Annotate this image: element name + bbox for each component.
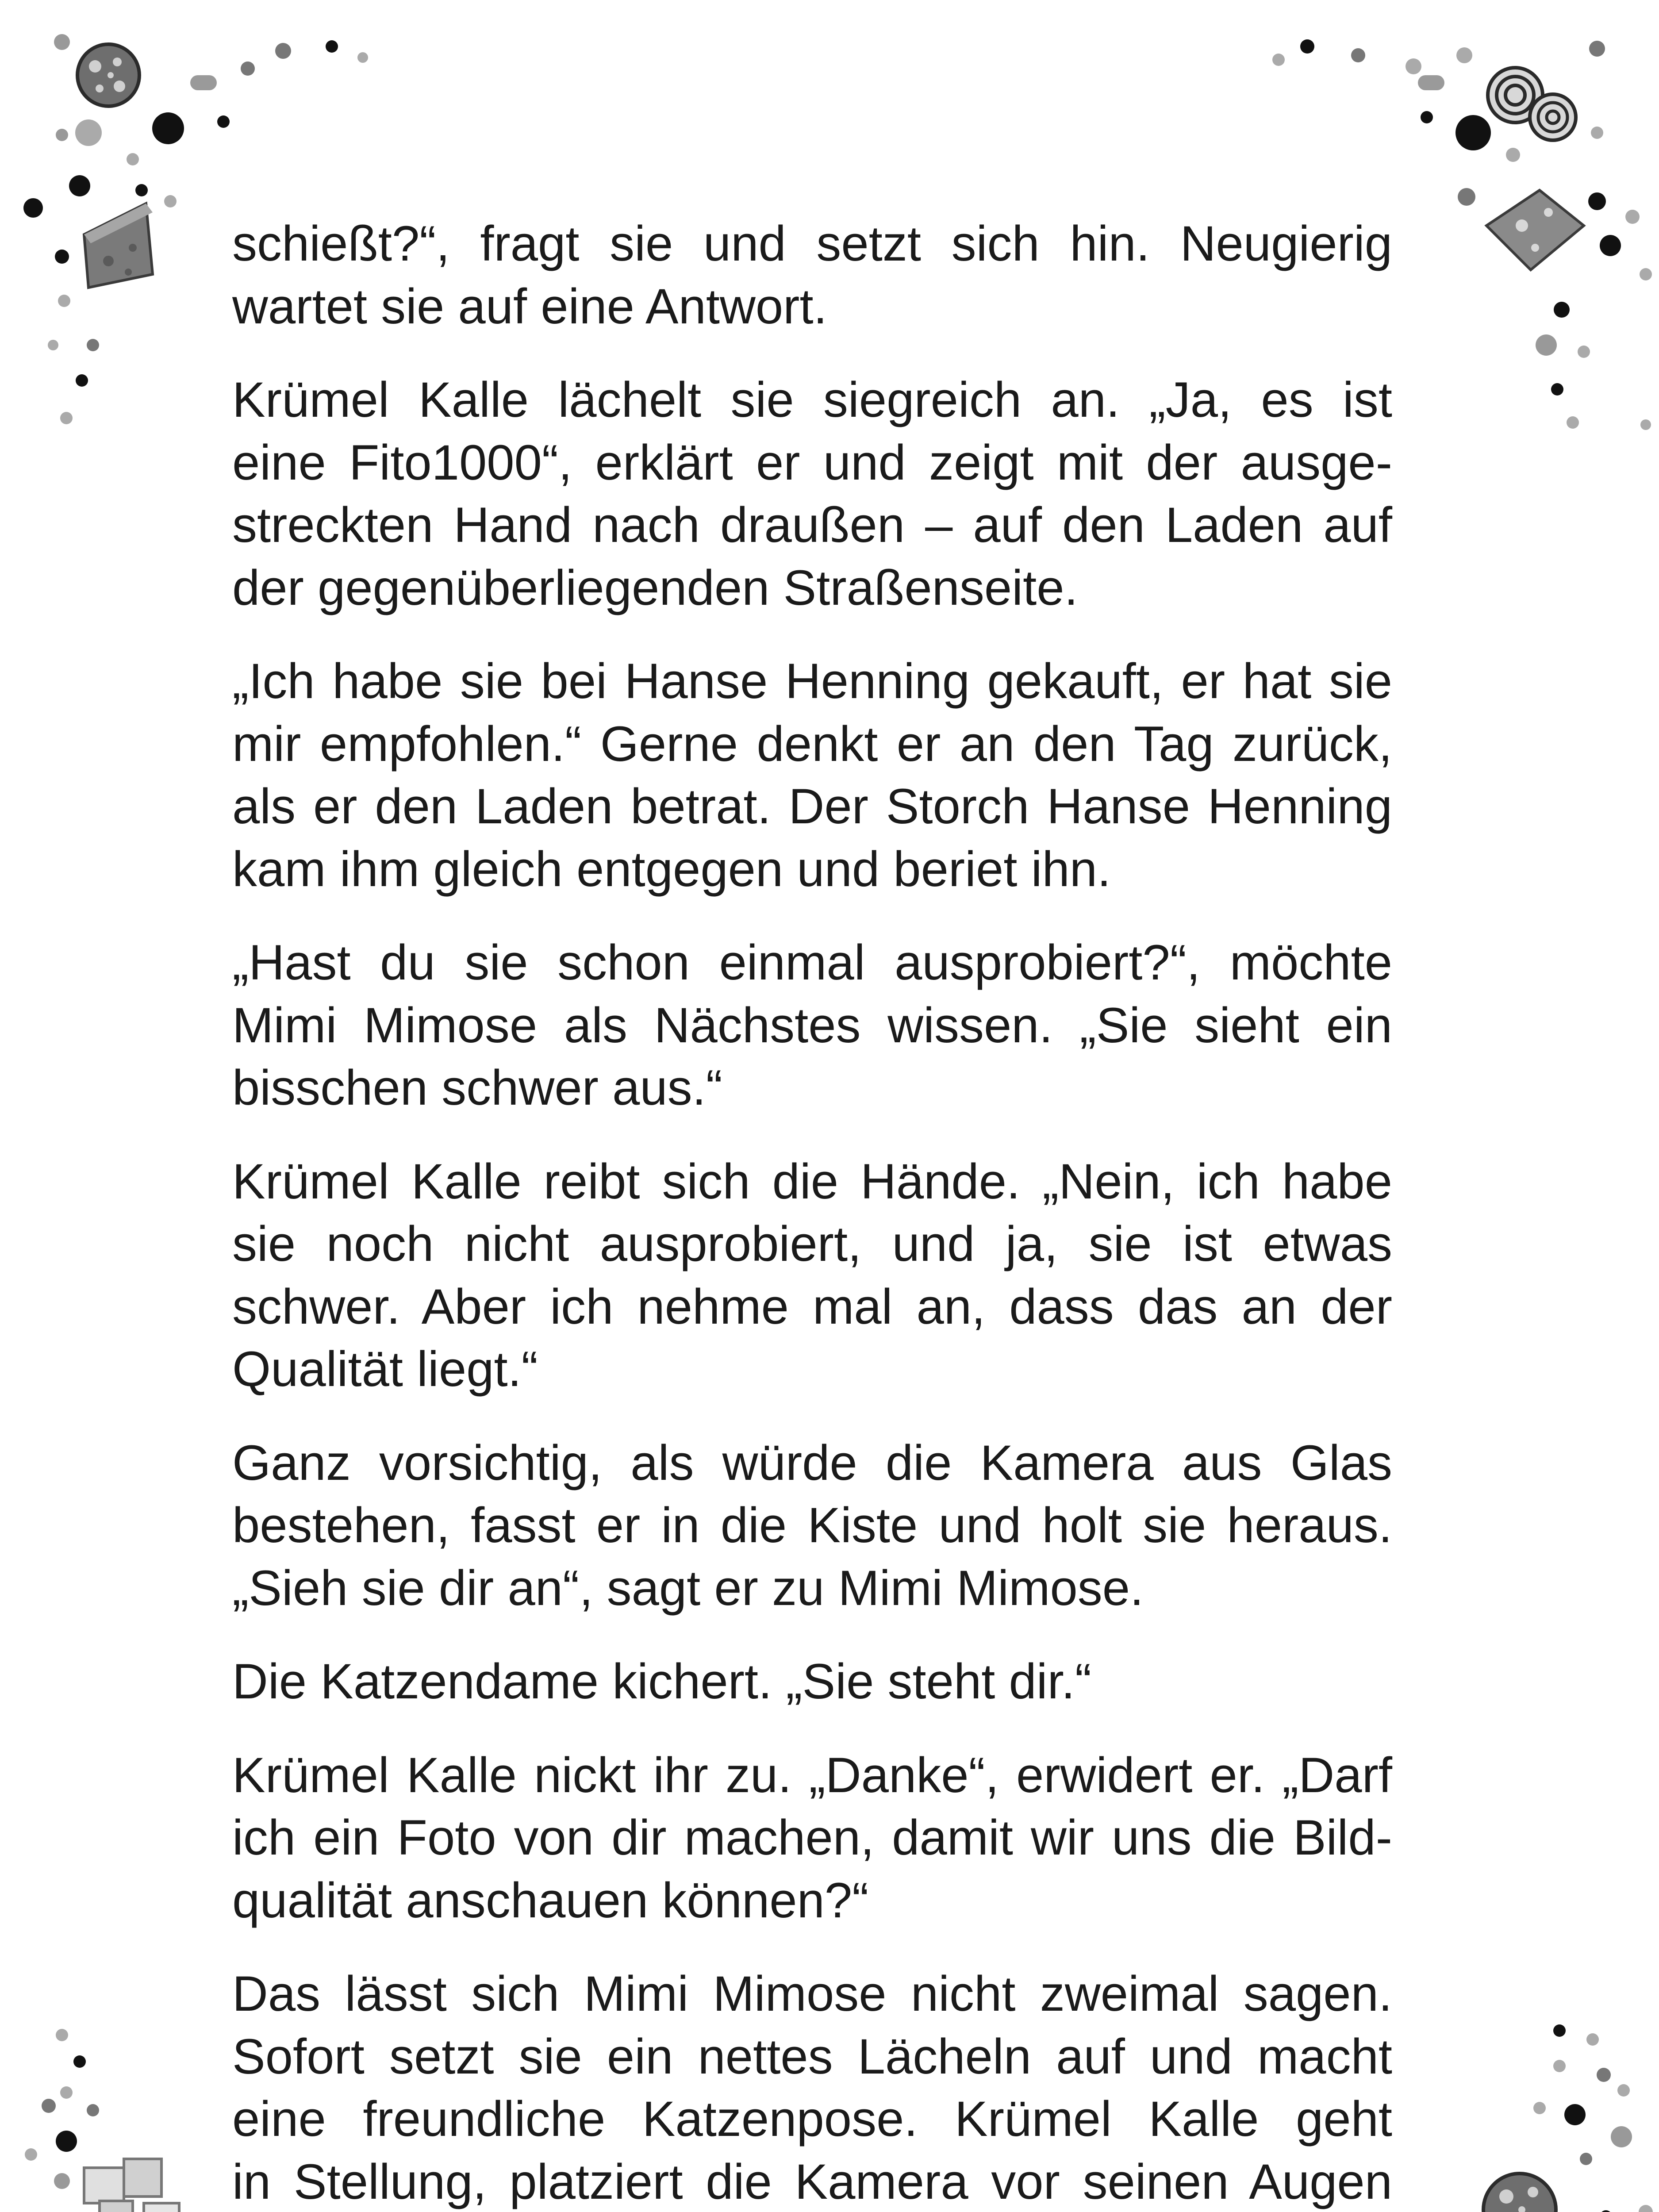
text-line: sie noch nicht ausprobiert, und ja, sie ist etwas bbox=[232, 1216, 1392, 1271]
text-line: Ganz vorsichtig, als würde die Kamera aus Glas bbox=[232, 1435, 1392, 1490]
paragraph bbox=[232, 1650, 1392, 1713]
cheese-icon bbox=[1486, 190, 1584, 270]
text-line: schwer. Aber ich nehme mal an, dass das an der bbox=[232, 1279, 1392, 1334]
paragraph bbox=[232, 1744, 1392, 1932]
text-line: eine freundliche Katzenpose. Krümel Kalle geht bbox=[232, 2091, 1392, 2147]
text-line: Qualität liegt.“ bbox=[232, 1341, 538, 1397]
cookie-icon bbox=[77, 44, 139, 106]
paragraph bbox=[232, 931, 1392, 1119]
cheese-icon bbox=[84, 204, 153, 288]
text-line: wartet sie auf eine Antwort. bbox=[232, 278, 827, 334]
paragraph bbox=[232, 1432, 1392, 1620]
text-line: eine Fito1000“, erklärt er und zeigt mit der ausge- bbox=[232, 434, 1392, 490]
paragraph bbox=[232, 1150, 1392, 1401]
text-line: als er den Laden betrat. Der Storch Hanse Henning bbox=[232, 779, 1392, 834]
sugar-cubes-icon bbox=[84, 2159, 179, 2212]
text-line: kam ihm gleich entgegen und beriet ihn. bbox=[232, 841, 1111, 897]
cookie-icon bbox=[1483, 2174, 1556, 2212]
text-line: bisschen schwer aus.“ bbox=[232, 1060, 723, 1115]
text-line: Krümel Kalle nickt ihr zu. „Danke“, erwidert er. „Darf bbox=[232, 1747, 1392, 1803]
paragraph bbox=[232, 369, 1392, 619]
text-line: Das lässt sich Mimi Mimose nicht zweimal sagen. bbox=[232, 1966, 1392, 2021]
story-text bbox=[232, 212, 1392, 2212]
text-line: „Sieh sie dir an“, sagt er zu Mimi Mimose. bbox=[232, 1560, 1144, 1616]
paragraph bbox=[232, 212, 1392, 338]
text-line: Krümel Kalle lächelt sie siegreich an. „Ja, es ist bbox=[232, 372, 1392, 427]
paragraph bbox=[232, 1962, 1392, 2212]
text-line: Sofort setzt sie ein nettes Lächeln auf und macht bbox=[232, 2028, 1392, 2084]
text-line: „Hast du sie schon einmal ausprobiert?“, möchte bbox=[232, 935, 1392, 990]
text-line: „Ich habe sie bei Hanse Henning gekauft, er hat sie bbox=[232, 653, 1392, 709]
text-line: qualität anschauen können?“ bbox=[232, 1872, 869, 1928]
text-line: mir empfohlen.“ Gerne denkt er an den Tag zurück, bbox=[232, 716, 1392, 772]
paragraph bbox=[232, 650, 1392, 900]
text-line: Krümel Kalle reibt sich die Hände. „Nein, ich habe bbox=[232, 1153, 1392, 1209]
text-line: ich ein Foto von dir machen, damit wir uns die Bild- bbox=[232, 1810, 1392, 1865]
text-line: Mimi Mimose als Nächstes wissen. „Sie sieht ein bbox=[232, 997, 1392, 1053]
text-line: schießt?“, fragt sie und setzt sich hin. Neugierig bbox=[232, 216, 1392, 271]
text-line: streckten Hand nach draußen – auf den Laden auf bbox=[232, 497, 1392, 553]
text-line: Die Katzendame kichert. „Sie steht dir.“ bbox=[232, 1654, 1092, 1709]
text-line: in Stellung, platziert die Kamera vor seinen Augen bbox=[232, 2154, 1392, 2209]
text-line: bestehen, fasst er in die Kiste und holt sie heraus. bbox=[232, 1498, 1392, 1553]
text-line: der gegenüberliegenden Straßenseite. bbox=[232, 560, 1078, 615]
swirl-candy-icon bbox=[1488, 68, 1576, 140]
